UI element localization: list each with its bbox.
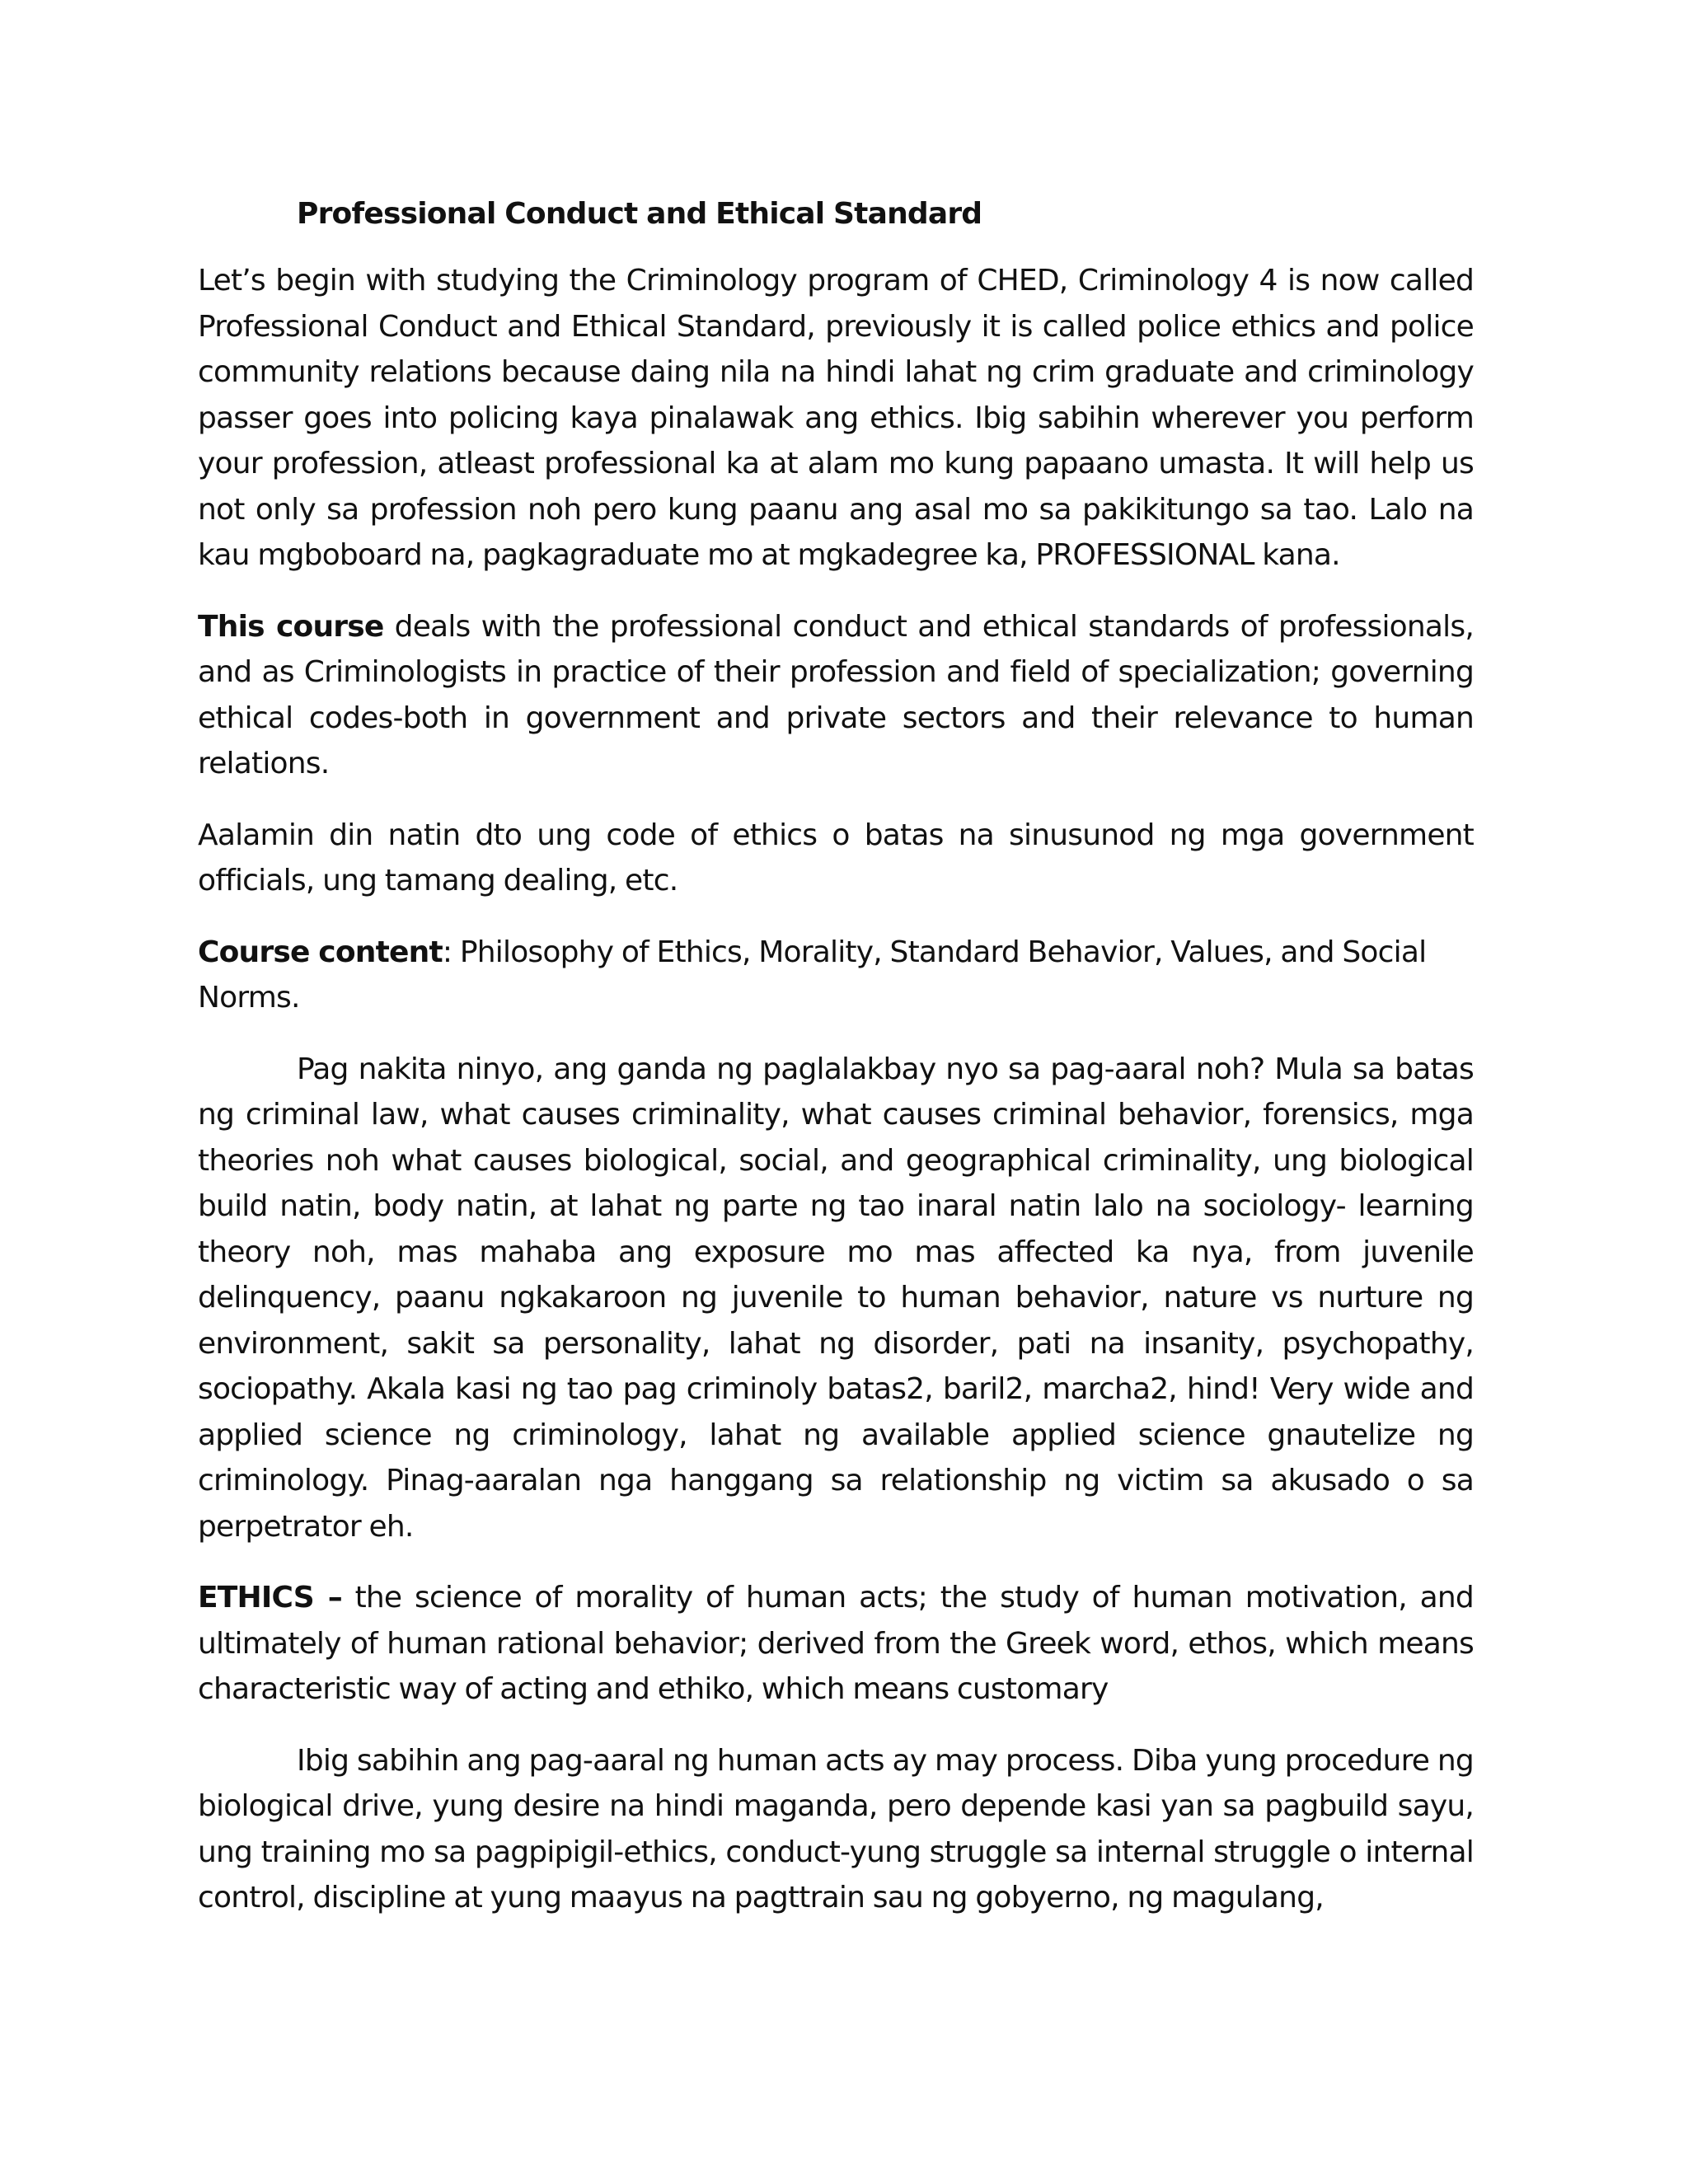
paragraph-ethics-definition <box>198 1575 1474 1713</box>
paragraph-intro: Let’s begin with studying the Criminology program of CHED, Criminology 4 is now called Professional Conduct and Ethical Standard, previously it is called police ethics and police community relations because daing nila na hindi lahat ng crim graduate and criminology passer goes into policing kaya pinalawak ang ethics. Ibig sabihin wherever you perform your profession, atleast professional ka at alam mo kung papaano umasta. It will help us not only sa profession noh pero kung paanu ang asal mo sa pakikitungo sa tao. Lalo na kau mgboboard na, pagkagraduate mo at mgkadegree ka, PROFESSIONAL kana. <box>198 264 1474 572</box>
paragraph-course-content <box>198 930 1474 1021</box>
document-page <box>198 191 1474 1947</box>
paragraph-human-acts: Ibig sabihin ang pag-aaral ng human acts ay may process. Diba yung procedure ng biological drive, yung desire na hindi maganda, pero depende kasi yan sa pagbuild sayu, ung training mo sa pagpipigil-ethics, conduct-yung struggle sa internal struggle o internal control, discipline at yung maayus na pagttrain sau ng gobyerno, ng magulang, <box>198 1743 1474 1915</box>
course-description-text: deals with the professional conduct and ethical standards of professionals, and as Criminologists in practice of their profession and field of specialization; governing ethical codes-both in government and private sectors and their relevance to human relations. <box>198 609 1474 780</box>
paragraph-criminology-overview: Pag nakita ninyo, ang ganda ng paglalakbay nyo sa pag-aaral noh? Mula sa batas ng criminal law, what causes criminality, what causes criminal behavior, forensics, mga theories noh what causes biological, social, and geographical criminality, ung biological build natin, body natin, at lahat ng parte ng tao inaral natin lalo na sociology- learning theory noh, mas mahaba ang exposure mo mas affected ka nya, from juvenile delinquency, paanu ngkakaroon ng juvenile to human behavior, nature vs nurture ng environment, sakit sa personality, lahat ng disorder, pati na insanity, psychopathy, sociopathy. Akala kasi ng tao pag criminoly batas2, baril2, marcha2, hind! Very wide and applied science ng criminology, lahat ng available applied science gnautelize ng criminology. Pinag-aaralan nga hanggang sa relationship ng victim sa akusado o sa perpetrator eh. <box>198 1052 1474 1544</box>
course-content-label: Course content <box>198 935 443 969</box>
course-label: This course <box>198 609 384 644</box>
ethics-definition-text: the science of morality of human acts; the study of human motivation, and ultimately of human rational behavior; derived from the Greek word, ethos, which means characteristic way of acting and ethiko, which means customary <box>198 1581 1474 1706</box>
course-content-text: : Philosophy of Ethics, Morality, Standard Behavior, Values, and Social Norms. <box>198 935 1427 1015</box>
paragraph-code-of-ethics: Aalamin din natin dto ung code of ethics o batas na sinusunod ng mga government officials, ung tamang dealing, etc. <box>198 818 1474 898</box>
ethics-label: ETHICS – <box>198 1581 342 1615</box>
document-title: Professional Conduct and Ethical Standard <box>297 197 982 231</box>
paragraph-course-description <box>198 604 1474 787</box>
